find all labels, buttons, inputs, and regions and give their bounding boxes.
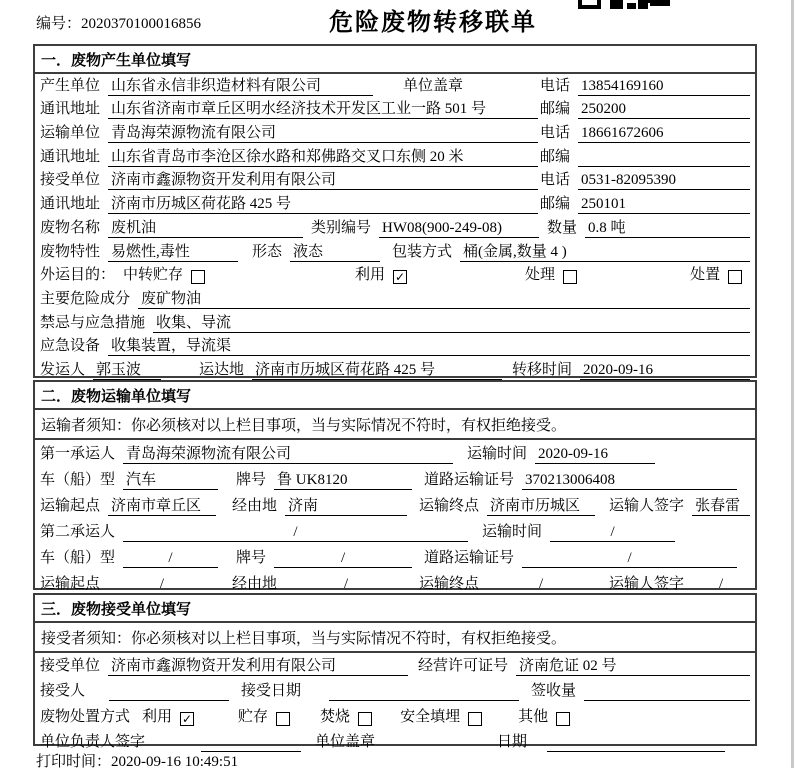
route2-via-label: 经由地: [232, 576, 278, 592]
first-carrier-label: 第一承运人: [40, 446, 116, 462]
transfer-time-value: 2020-09-16: [580, 361, 750, 380]
waste-property-value: 易燃性,毒性: [108, 243, 238, 262]
road-permit2-label: 道路运输证号: [424, 550, 515, 566]
disposal-incinerate: [320, 708, 372, 727]
producer-zip-value: 250200: [578, 100, 750, 119]
route-end-value: 济南市历城区: [487, 497, 595, 516]
hazardous-component-label: 主要危险成分: [40, 290, 131, 307]
row-disposal-method: [35, 703, 755, 728]
disposal-landfill: [400, 708, 482, 727]
signed-quantity-label: 签收量: [531, 683, 577, 700]
row-receiver-unit: [35, 169, 755, 193]
unit-seal-label: 单位盖章: [403, 77, 464, 94]
page-title: 危险废物转移联单: [329, 9, 537, 36]
transport-time2-value: /: [550, 523, 675, 542]
transport-time-label: 运输时间: [467, 446, 528, 462]
route-via-label: 经由地: [232, 498, 278, 514]
transporter-zip-label: 邮编: [539, 148, 570, 165]
row-transfer-purpose: [35, 264, 755, 288]
row-producer-unit: [35, 74, 755, 98]
row-hazardous-component: [35, 287, 755, 311]
section-producer: [33, 44, 757, 378]
transporter-unit-value: 青岛海荣源物流有限公司: [108, 124, 538, 143]
disposal-landfill-checkbox: [468, 712, 482, 726]
waste-name-value: 废机油: [108, 219, 303, 238]
transporter-zip-value: [578, 148, 750, 167]
row-emergency-equipment: [35, 335, 755, 359]
receiver-phone-value: 0531-82095390: [578, 171, 750, 190]
row-vehicle-1: [35, 466, 755, 492]
category-code-value: HW08(900-249-08): [379, 219, 539, 238]
producer-address-value: 山东省济南市章丘区明水经济技术开发区工业一路 501 号: [108, 100, 538, 119]
transporter-phone-value: 18661672606: [578, 124, 750, 143]
carrier-signature-label: 运输人签字: [609, 498, 685, 514]
transfer-purpose-label: 外运目的：: [40, 267, 116, 284]
form-state-label: 形态: [252, 243, 283, 260]
producer-unit-label: 产生单位: [40, 77, 101, 94]
transporter-unit-label: 运输单位: [40, 125, 101, 142]
route-end-label: 运输终点: [419, 498, 480, 514]
carrier-signature-value: 张春雷: [692, 497, 750, 516]
row-accept-person: [35, 678, 755, 703]
producer-phone-value: 13854169160: [578, 77, 750, 96]
purpose-transit-storage: [123, 266, 205, 285]
disposal-storage-label: 贮存: [238, 708, 269, 725]
packaging-value: 桶(金属,数量 4 ): [460, 243, 750, 262]
disposal-other-label: 其他: [518, 708, 549, 725]
transporter-notice: 运输者须知：你必须核对以上栏目事项，当与实际情况不符时，有权拒绝接受。: [35, 410, 755, 440]
receiver-address-value: 济南市历城区荷花路 425 号: [108, 195, 538, 214]
emergency-measures-label: 禁忌与应急措施: [40, 314, 146, 331]
qr-code-fragment: [578, 0, 670, 9]
responsible-signature-value: [201, 733, 301, 752]
row-receiver-address: [35, 192, 755, 216]
road-permit-label: 道路运输证号: [424, 472, 515, 488]
row-producer-address: [35, 98, 755, 122]
route2-end-label: 运输终点: [419, 576, 480, 592]
row-emergency-measures: [35, 311, 755, 335]
section-transporter: [33, 380, 757, 590]
serial-value: 2020370100016856: [81, 16, 202, 32]
print-time-label: 打印时间：: [36, 754, 112, 768]
row-second-carrier: [35, 518, 755, 544]
accept-date-value: [329, 682, 519, 701]
emergency-equipment-label: 应急设备: [40, 338, 101, 355]
disposal-other: [518, 708, 570, 727]
producer-address-label: 通讯地址: [40, 101, 101, 118]
disposal-incinerate-label: 焚烧: [320, 708, 351, 725]
purpose-utilize-checkbox: [393, 270, 407, 284]
row-first-carrier: [35, 440, 755, 466]
license-number-value: 济南危证 02 号: [516, 657, 750, 676]
transporter-phone-label: 电话: [539, 125, 570, 142]
second-carrier-label: 第二承运人: [40, 524, 116, 540]
row-accept-unit: [35, 653, 755, 678]
purpose-dispose: [690, 266, 742, 285]
print-time-value: 2020-09-16 10:49:51: [111, 754, 239, 768]
row-waste-property: [35, 240, 755, 264]
route2-start-value: /: [108, 575, 216, 594]
accept-person-value: [109, 682, 229, 701]
route2-end-value: /: [487, 575, 595, 594]
page-edge: [791, 0, 794, 768]
vehicle-type2-value: /: [123, 549, 218, 568]
transport-time2-label: 运输时间: [482, 524, 543, 540]
receiver-phone-label: 电话: [539, 172, 570, 189]
date-value: [547, 733, 725, 752]
dispatcher-value: 郭玉波: [93, 361, 161, 380]
receiver-notice: 接受者须知：你必须核对以上栏目事项，当与实际情况不符时，有权拒绝接受。: [35, 623, 755, 653]
accept-person-label: 接受人: [40, 683, 86, 700]
carrier2-signature-value: /: [692, 575, 750, 594]
purpose-treat-label: 处理: [525, 267, 556, 284]
quantity-label: 数量: [547, 219, 578, 236]
transporter-address-value: 山东省青岛市李沧区徐水路和郑佛路交叉口东侧 20 米: [108, 148, 538, 167]
purpose-utilize-label: 利用: [355, 267, 386, 284]
unit-seal2-label: 单位盖章: [315, 733, 376, 750]
row-dispatch: [35, 358, 755, 382]
destination-label: 运达地: [199, 361, 245, 378]
vehicle-type2-label: 车（船）型: [40, 550, 116, 566]
purpose-treat-checkbox: [563, 270, 577, 284]
route-start-value: 济南市章丘区: [108, 497, 216, 516]
checkmark: ✓: [395, 270, 406, 285]
packaging-label: 包装方式: [392, 243, 453, 260]
route-via-value: 济南: [285, 497, 407, 516]
disposal-landfill-label: 安全填埋: [400, 708, 461, 725]
quantity-value: 0.8 吨: [585, 219, 750, 238]
first-carrier-value: 青岛海荣源物流有限公司: [123, 445, 453, 464]
row-transporter-address: [35, 145, 755, 169]
transporter-address-label: 通讯地址: [40, 148, 101, 165]
producer-zip-label: 邮编: [539, 101, 570, 118]
receiver-zip-label: 邮编: [539, 196, 570, 213]
purpose-utilize: [355, 266, 407, 285]
purpose-dispose-label: 处置: [690, 267, 721, 284]
second-carrier-value: /: [123, 523, 468, 542]
purpose-transit-storage-checkbox: [191, 270, 205, 284]
route2-start-label: 运输起点: [40, 576, 101, 592]
receiver-unit-value: 济南市鑫源物资开发利用有限公司: [108, 171, 538, 190]
section-receiver-heading: 三．废物接受单位填写: [35, 595, 755, 623]
disposal-other-checkbox: [556, 712, 570, 726]
disposal-storage-checkbox: [276, 712, 290, 726]
destination-value: 济南市历城区荷花路 425 号: [252, 361, 502, 380]
route2-via-value: /: [285, 575, 407, 594]
section-transporter-heading: 二．废物运输单位填写: [35, 382, 755, 410]
route-start-label: 运输起点: [40, 498, 101, 514]
license-number-label: 经营许可证号: [418, 658, 509, 675]
accept-date-label: 接受日期: [241, 683, 302, 700]
transport-time-value: 2020-09-16: [535, 445, 655, 464]
section-producer-heading: 一．废物产生单位填写: [35, 46, 755, 74]
carrier2-signature-label: 运输人签字: [609, 576, 685, 592]
producer-unit-value: 山东省永信非织造材料有限公司: [108, 77, 373, 96]
waste-name-label: 废物名称: [40, 219, 101, 236]
purpose-dispose-checkbox: [728, 270, 742, 284]
purpose-treat: [525, 266, 577, 285]
date-label: 日期: [497, 733, 528, 750]
disposal-incinerate-checkbox: [358, 712, 372, 726]
disposal-utilize-label: 利用: [142, 708, 173, 725]
disposal-utilize: [142, 708, 194, 727]
checkmark: ✓: [182, 711, 193, 726]
dispatcher-label: 发运人: [40, 361, 86, 378]
road-permit-value: 370213006408: [522, 471, 737, 490]
signed-quantity-value: [584, 682, 750, 701]
vehicle-type-label: 车（船）型: [40, 472, 116, 488]
row-vehicle-2: [35, 544, 755, 570]
disposal-method-label: 废物处置方式: [40, 708, 131, 725]
transfer-time-label: 转移时间: [512, 361, 573, 378]
plate-number-value: 鲁 UK8120: [274, 471, 412, 490]
purpose-transit-storage-label: 中转贮存: [123, 267, 184, 284]
section-receiver: [33, 593, 757, 750]
vehicle-type-value: 汽车: [123, 471, 218, 490]
receiver-zip-value: 250101: [578, 195, 750, 214]
accept-unit-value: 济南市鑫源物资开发利用有限公司: [108, 657, 408, 676]
plate-number2-label: 牌号: [236, 550, 267, 566]
row-waste-name: [35, 216, 755, 240]
plate-number2-value: /: [274, 549, 412, 568]
hazardous-component-value: 废矿物油: [138, 290, 750, 309]
disposal-storage: [238, 708, 290, 727]
receiver-address-label: 通讯地址: [40, 196, 101, 213]
print-time: [36, 750, 238, 768]
emergency-equipment-value: 收集装置，导流渠: [108, 337, 750, 356]
road-permit2-value: /: [522, 549, 737, 568]
serial-label: 编号：: [36, 16, 82, 32]
producer-phone-label: 电话: [539, 77, 570, 94]
emergency-measures-value: 收集、导流: [153, 314, 750, 333]
receiver-unit-label: 接受单位: [40, 172, 101, 189]
row-route-1: [35, 492, 755, 518]
responsible-signature-label: 单位负责人签字: [40, 733, 146, 750]
category-code-label: 类别编号: [311, 219, 372, 236]
disposal-utilize-checkbox: [180, 712, 194, 726]
accept-unit-label: 接受单位: [40, 658, 101, 675]
plate-number-label: 牌号: [236, 472, 267, 488]
waste-property-label: 废物特性: [40, 243, 101, 260]
row-transporter-unit: [35, 121, 755, 145]
form-state-value: 液态: [290, 243, 380, 262]
